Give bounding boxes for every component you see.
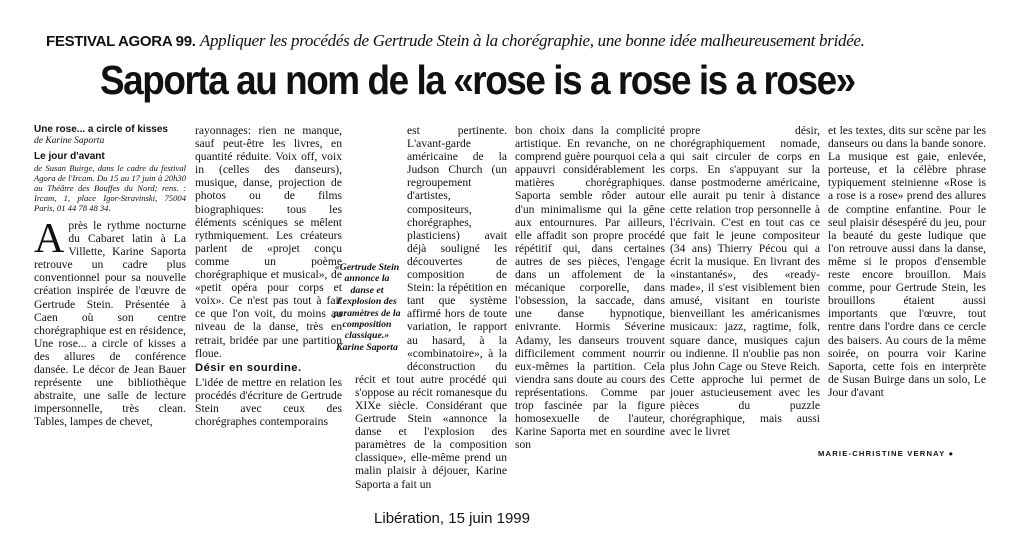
article-column-4: [515, 124, 665, 454]
credit-by: de Karine Saporta: [34, 136, 105, 146]
caption: [0, 510, 1012, 528]
kicker: [46, 30, 986, 53]
credit-title: Une rose... a circle of kisses: [34, 124, 168, 135]
article-text-5: propre désir, chorégraphiquement nomade, qui sait circuler de corps en corps. En s'appuyant sur la danse postmoderne américaine, elle aurait pu tenir à distance cette relation trop personnelle à l'écrivain. C'est en tout cas ce que fait le jeune compositeur (34 ans) Thierry Pécou qui a écrit la musique. En livrant des «instantanés», des «ready-made», il s'est visiblement bien amusé, visitant en touriste bienveillant les américanismes musicaux: jazz, ragtime, folk, square dance, musiques cajun ou indienne. Il n'oublie pas non plus John Cage ou Steve Reich. Cette approche lui permet de jouer astucieusement avec les pièces du puzzle chorégraphique, mais aussi avec le livret: [670, 124, 820, 439]
article-column-2: [195, 124, 342, 454]
caption-text: Libération, 15 juin 1999: [374, 510, 530, 527]
pullquote: «Gertrude Stein annonce la danse et l'explosion des paramètres de la composition classique.» Karine Saporta: [333, 262, 401, 353]
article-text-1: près le rythme nocturne du Cabaret latin à La Villette, Karine Saporta retrouve un cadre plus conventionnel pour sa nouvelle création inspirée de l'œuvre de Gertrude Stein. Présentée à Caen où son centre chorégraphique est en résidence, Une rose... a circle of kisses a des allures de conférence dansée. Le décor de Jean Bauer représente une bibliothèque abstraite, une salle de lecture impersonnelle, très clean. Tables, lampes de chevet,: [34, 219, 186, 429]
article-text-6: et les textes, dits sur scène par les danseurs ou dans la bande sonore. La musique est gaie, enlevée, porteuse, et la célèbre phrase typiquement steinienne «Rose is a rose is a rose» prend des allures de comptine enfantine. Pour le seul plaisir désespéré du jeu, pour la beauté du geste ludique que l'on retrouve aussi dans la danse, même si le propos d'ensemble reste encore brouillon. Mais comme, pour Gertrude Stein, les brouillons étaient aussi importants que l'œuvre, tout rentre dans l'ordre dans ce cercle des baisers. Au cours de la même soirée, on pourra voir Karine Saporta, cette fois en interprète de Susan Buirge dans un solo, Le Jour d'avant: [828, 124, 986, 399]
article-text-2a: rayonnages: rien ne manque, sauf peut-être les livres, en quantité réduite. Voix off, voix in (celles des danseurs), musique, danse, projection de photos ou de films biographiques: tous les éléments scéniques se mêlent rythmiquement. Les créateurs parlent de «projet conçu comme un poème chorégraphique et musical», de «petit opéra pour corps et voix». Ce n'est pas tout à fait ce que l'on voit, du moins au niveau de la danse, très en retrait, bridée par une partition floue.: [195, 124, 342, 360]
kicker-text: Appliquer les procédés de Gertrude Stein à la chorégraphie, une bonne idée malheureusement bridée.: [199, 31, 865, 50]
article-text-3: est pertinente. L'avant-garde américaine de la Judson Church (un regroupement d'artistes, compositeurs, chorégraphes, plasticiens) avait déjà souligné les découvertes de composition de Stein: la répétition en tant que système affirmé hors de toute variation, le rapport au hasard, à la «combinatoire», à la déconstruction du récit et tout autre procédé qui s'oppose au récit romanesque du XIXe siècle. Considérant que Gertrude Stein «annonce la danse et l'explosion des paramètres de la composition classique», elle-même prend un malin plaisir à déjouer, Karine Saporta a fait un: [355, 124, 507, 491]
kicker-label: FESTIVAL AGORA 99.: [46, 33, 196, 50]
article-column-6: [828, 124, 986, 446]
credit-title-2: Le jour d'avant: [34, 151, 105, 162]
subhead: Désir en sourdine.: [195, 361, 302, 374]
article-column-5: [670, 124, 820, 454]
article-column-1: [34, 124, 186, 444]
article-text-2b: L'idée de mettre en relation les procédés d'écriture de Gertrude Stein avec ceux des chorégraphes contemporains: [195, 375, 342, 429]
article-text-4: bon choix dans la complicité artistique. En revanche, on ne comprend guère pourquoi cela a appauvri considérablement les matières chorégraphiques. Saporta semble rôder autour d'un minimalisme qui la gêne aux entournures. Par ailleurs, elle affadit son propre procédé répétitif qui, dans certaines autres de ses pièces, l'engage dans un affolement de la mécanique corporelle, dans l'obsession, la saccade, dans une danse hypnotique, enivrante. Hormis Séverine Adamy, les danseurs trouvent difficilement comment nourrir eux-mêmes la partition. Cela viendra sans doute au cours des représentations. Comme par trop fascinée par la figure homosexuelle de l'auteur, Karine Saporta met en sourdine son: [515, 124, 665, 452]
headline: Saporta au nom de la «rose is a rose is a rose»: [100, 57, 855, 103]
author-signature: MARIE-CHRISTINE VERNAY ●: [818, 449, 955, 458]
credit-details: de Susan Buirge, dans le cadre du festival Agora de l'Ircam. Du 15 au 17 juin à 20h30 au Théâtre des Bouffes du Nord; rens. : Ircam, 1, place Igor-Stravinski, 75004 Paris, 01 44 78 48 34.: [34, 163, 186, 213]
dropcap: A: [34, 216, 65, 262]
